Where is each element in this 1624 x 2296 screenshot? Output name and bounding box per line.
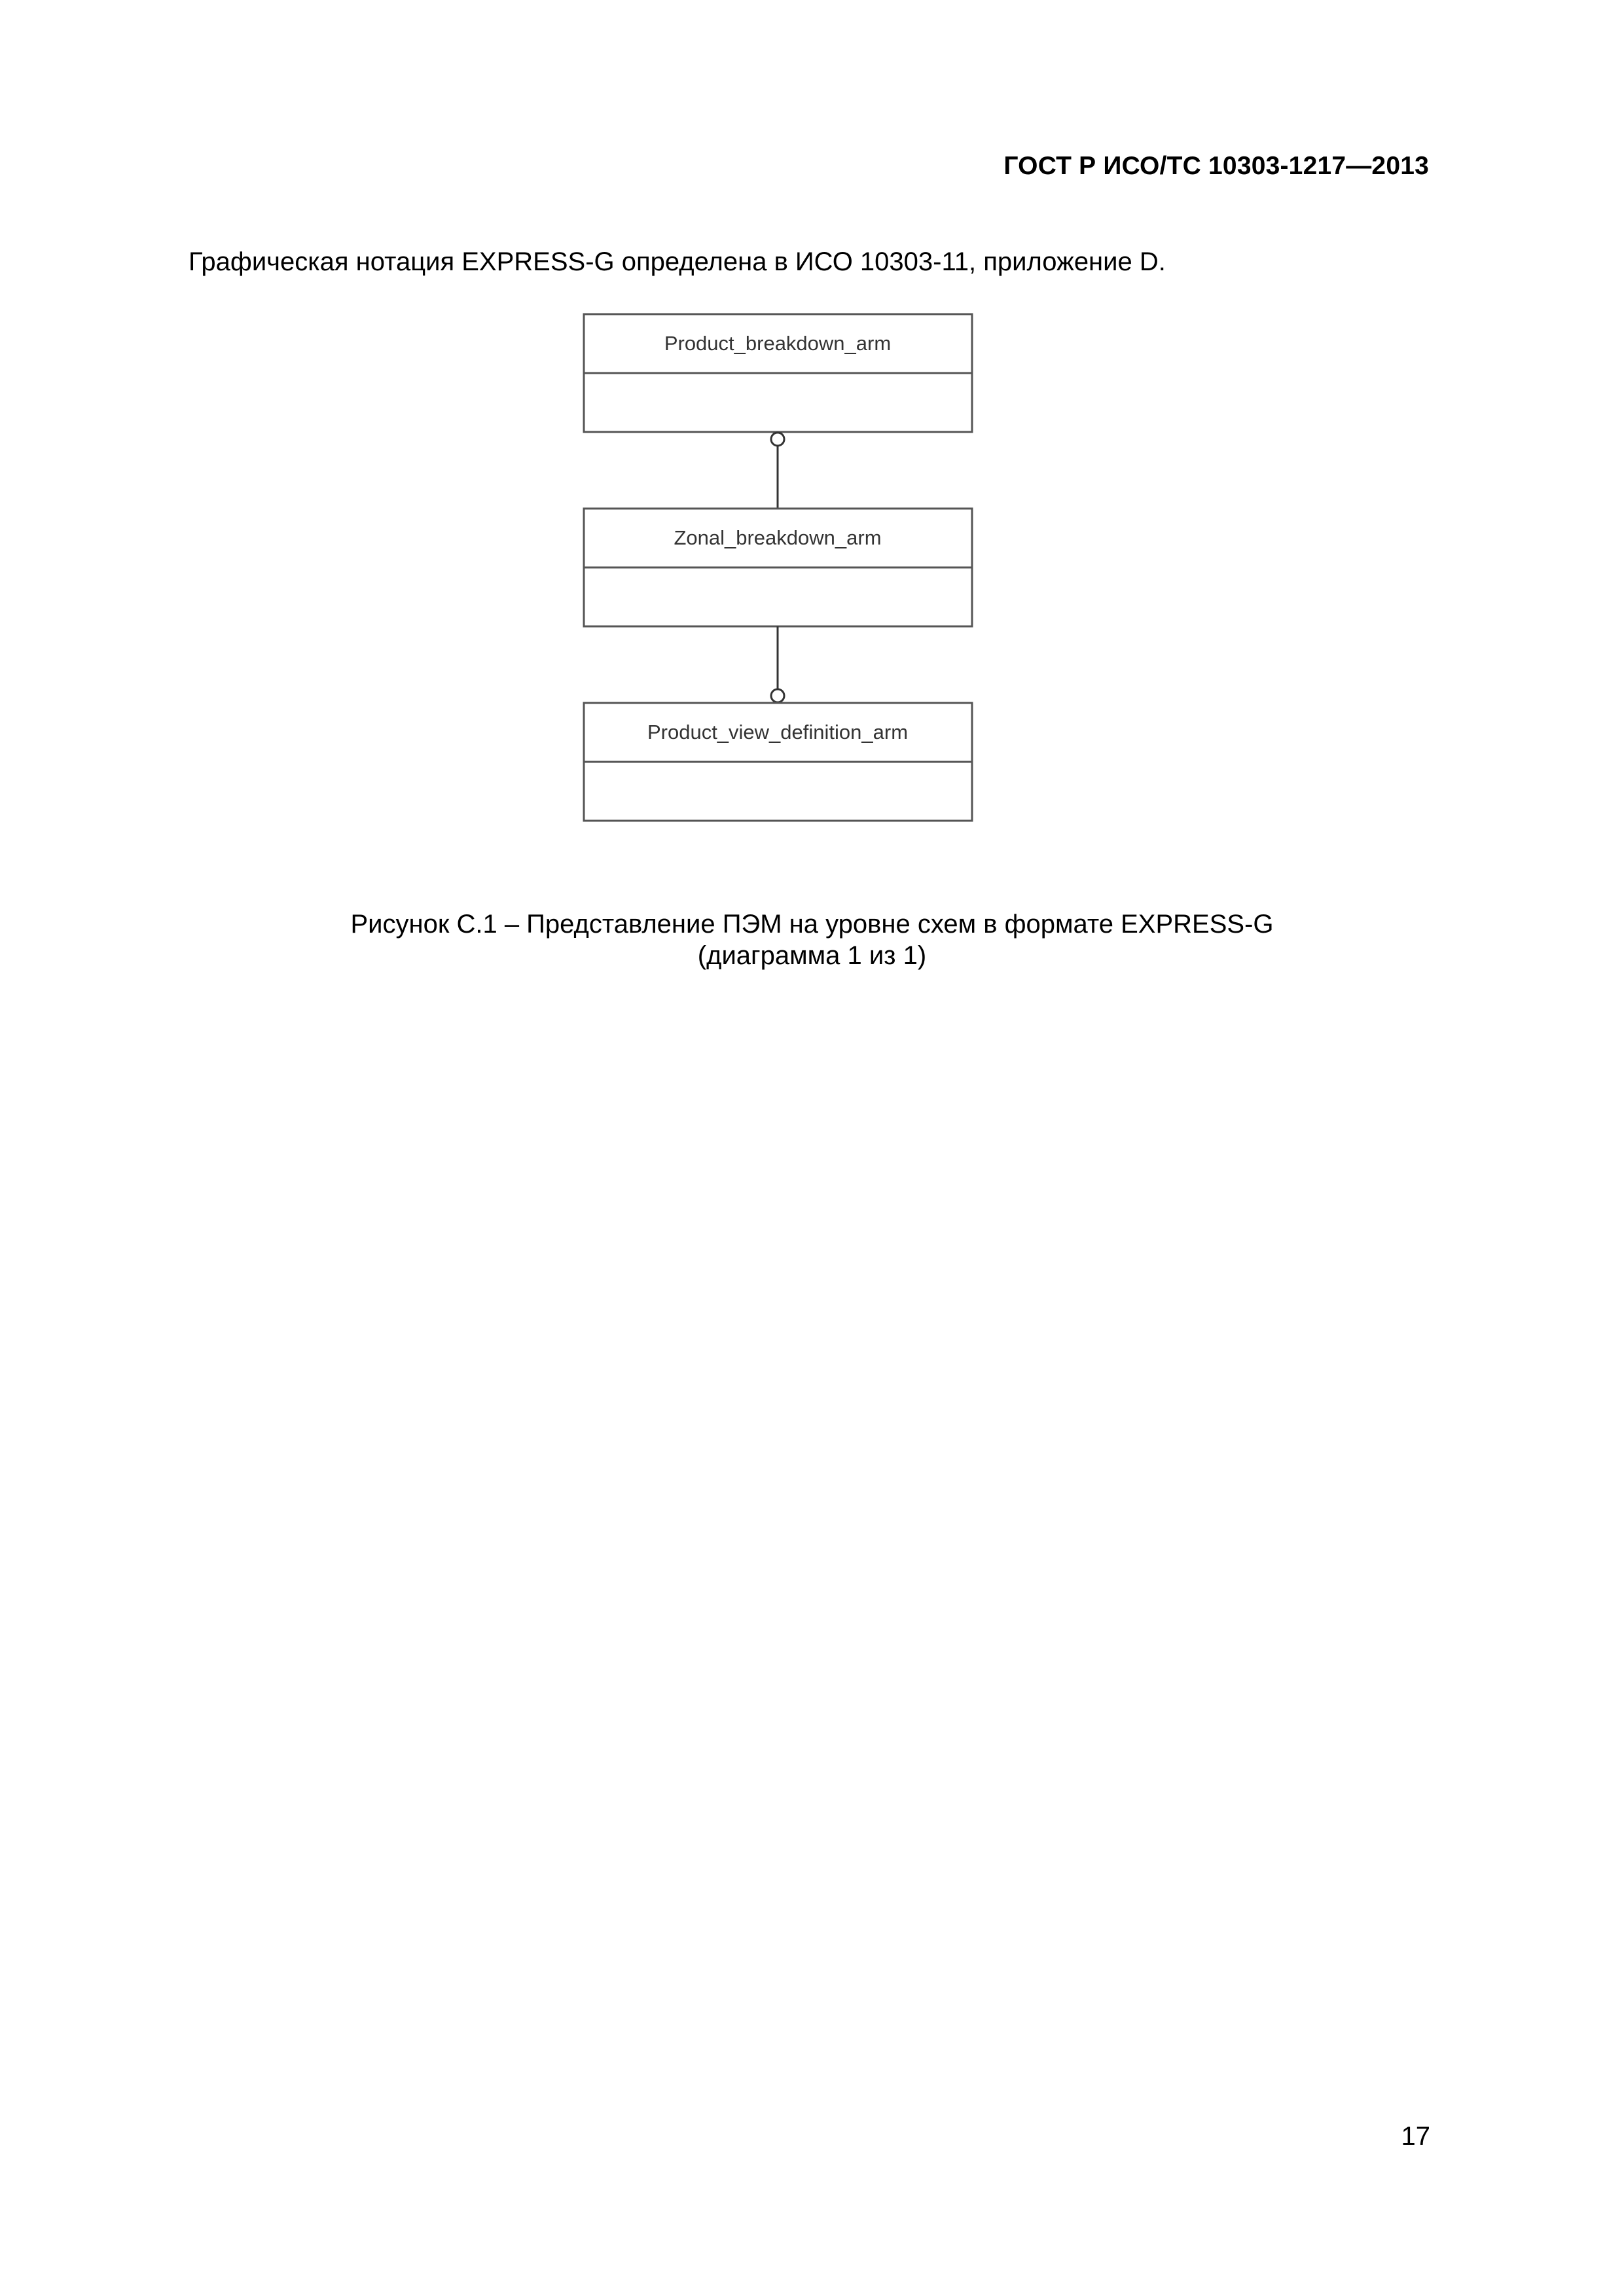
page-number: 17 (1401, 2122, 1430, 2151)
entity-name-label: Product_view_definition_arm (647, 721, 909, 744)
entity-box-zonal-breakdown (584, 509, 972, 626)
figure-caption-title: Рисунок С.1 – Представление ПЭМ на уровне схем в формате EXPRESS-G (350, 910, 1274, 939)
intro-paragraph: Графическая нотация EXPRESS-G определена в ИСО 10303-11, приложение D. (189, 247, 1166, 276)
relationship-line-2 (771, 626, 784, 702)
entity-box-product-breakdown (584, 314, 972, 432)
relationship-line-1 (771, 433, 784, 509)
express-g-diagram (0, 0, 1624, 851)
entity-box-product-view-definition (584, 703, 972, 821)
figure-caption (0, 908, 1624, 971)
document-header: ГОСТ Р ИСО/ТС 10303-1217—2013 (1003, 152, 1429, 180)
entity-name-label: Zonal_breakdown_arm (674, 526, 882, 549)
relationship-end-circle (771, 433, 784, 446)
figure-caption-subtitle: (диаграмма 1 из 1) (697, 941, 927, 970)
relationship-end-circle (771, 689, 784, 702)
entity-name-label: Product_breakdown_arm (664, 332, 892, 355)
